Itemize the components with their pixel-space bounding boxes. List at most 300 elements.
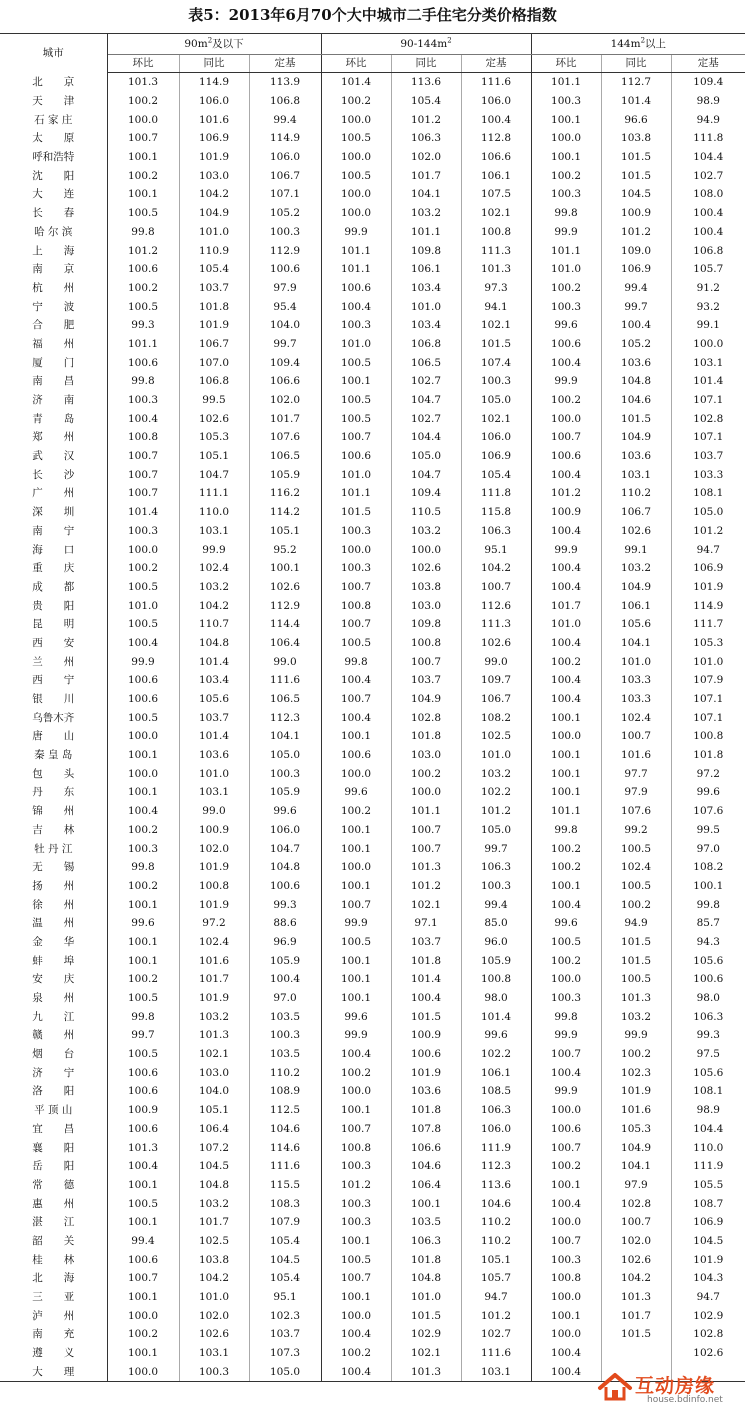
mom-cell: 100.7 (321, 1269, 391, 1288)
base-cell: 104.8 (249, 858, 321, 877)
yoy-cell: 103.8 (391, 578, 461, 597)
base-cell: 106.7 (249, 166, 321, 185)
yoy-cell: 103.0 (391, 746, 461, 765)
table-row (0, 1325, 745, 1344)
mom-cell: 101.1 (107, 335, 179, 354)
base-cell: 102.1 (461, 316, 531, 335)
yoy-cell: 102.8 (601, 1194, 671, 1213)
yoy-cell: 101.1 (391, 223, 461, 242)
mom-cell: 100.0 (107, 764, 179, 783)
base-cell: 114.6 (249, 1138, 321, 1157)
base-cell: 106.0 (461, 92, 531, 111)
mom-cell: 100.1 (107, 148, 179, 167)
base-cell: 111.3 (461, 615, 531, 634)
watermark (597, 1368, 739, 1408)
mom-cell: 100.4 (531, 578, 601, 597)
mom-cell: 100.2 (531, 652, 601, 671)
base-cell: 100.3 (249, 764, 321, 783)
base-cell: 111.6 (249, 1157, 321, 1176)
base-cell: 103.2 (461, 764, 531, 783)
mom-cell: 100.3 (321, 1194, 391, 1213)
yoy-cell: 104.6 (391, 1157, 461, 1176)
base-cell: 99.6 (249, 802, 321, 821)
base-cell: 95.1 (249, 1288, 321, 1307)
yoy-cell: 104.7 (391, 465, 461, 484)
mom-cell: 100.3 (531, 297, 601, 316)
base-cell: 106.3 (461, 522, 531, 541)
mom-cell: 100.0 (531, 1288, 601, 1307)
yoy-cell: 101.6 (179, 110, 249, 129)
yoy-cell: 103.3 (601, 671, 671, 690)
yoy-cell: 102.6 (391, 559, 461, 578)
yoy-cell: 104.5 (179, 1157, 249, 1176)
mom-cell: 99.7 (107, 1026, 179, 1045)
city-cell: 泸 州 (0, 1306, 107, 1325)
base-cell: 99.0 (249, 652, 321, 671)
table-row (0, 372, 745, 391)
yoy-cell: 103.0 (391, 596, 461, 615)
city-cell: 乌鲁木齐 (0, 708, 107, 727)
base-cell: 111.6 (461, 1344, 531, 1363)
yoy-cell: 103.6 (391, 1082, 461, 1101)
mom-cell: 100.5 (107, 578, 179, 597)
table-row (0, 1138, 745, 1157)
base-cell: 102.6 (693, 1347, 724, 1360)
mom-cell: 101.0 (107, 596, 179, 615)
base-cell: 105.0 (461, 821, 531, 840)
base-cell: 107.1 (693, 711, 724, 724)
mom-cell: 100.0 (531, 1101, 601, 1120)
base-cell: 111.8 (461, 484, 531, 503)
base-cell: 85.7 (696, 917, 720, 930)
mom-cell: 100.2 (531, 951, 601, 970)
yoy-cell: 103.6 (179, 746, 249, 765)
base-cell: 102.2 (461, 783, 531, 802)
watermark-text: 互动房缘 (635, 1375, 716, 1397)
base-cell: 100.3 (249, 1026, 321, 1045)
base-cell: 100.8 (461, 223, 531, 242)
mom-cell: 100.6 (107, 1082, 179, 1101)
mom-cell: 100.6 (107, 260, 179, 279)
base-cell: 100.0 (693, 337, 724, 350)
mom-cell: 100.0 (107, 727, 179, 746)
table-row (0, 1007, 745, 1026)
yoy-cell: 101.8 (391, 1101, 461, 1120)
table-row (0, 166, 745, 185)
base-cell: 105.9 (461, 951, 531, 970)
base-cell: 107.1 (249, 185, 321, 204)
base-cell: 111.9 (461, 1138, 531, 1157)
yoy-cell: 100.0 (391, 540, 461, 559)
yoy-cell: 110.5 (391, 503, 461, 522)
yoy-cell: 101.7 (179, 970, 249, 989)
yoy-cell: 104.1 (391, 185, 461, 204)
yoy-cell: 104.4 (391, 428, 461, 447)
base-cell: 101.2 (461, 802, 531, 821)
yoy-cell: 104.7 (391, 391, 461, 410)
base-cell: 105.7 (693, 263, 724, 276)
base-cell: 100.6 (249, 877, 321, 896)
table-row (0, 708, 745, 727)
base-cell: 97.0 (696, 842, 720, 855)
city-cell: 南 京 (0, 260, 107, 279)
yoy-cell: 100.1 (391, 1194, 461, 1213)
city-cell: 赣 州 (0, 1026, 107, 1045)
yoy-cell: 106.9 (179, 129, 249, 148)
table-row (0, 578, 745, 597)
base-cell: 99.5 (696, 823, 720, 836)
table-row (0, 802, 745, 821)
base-cell: 110.0 (693, 1141, 724, 1154)
base-cell: 103.1 (693, 356, 724, 369)
mom-cell: 100.1 (531, 708, 601, 727)
mom-cell: 100.7 (321, 578, 391, 597)
yoy-cell: 104.8 (179, 634, 249, 653)
table-row (0, 559, 745, 578)
base-cell: 104.4 (693, 151, 724, 164)
mom-cell: 99.9 (531, 223, 601, 242)
mom-cell: 100.6 (107, 1250, 179, 1269)
yoy-cell: 103.7 (391, 671, 461, 690)
yoy-cell: 100.8 (391, 634, 461, 653)
yoy-cell: 106.0 (179, 92, 249, 111)
yoy-cell: 101.8 (391, 727, 461, 746)
yoy-cell: 107.2 (179, 1138, 249, 1157)
mom-cell: 100.4 (531, 465, 601, 484)
base-cell: 106.3 (461, 1101, 531, 1120)
yoy-cell: 100.7 (601, 1213, 671, 1232)
yoy-cell (601, 1344, 671, 1363)
yoy-cell: 104.2 (179, 185, 249, 204)
mom-cell: 99.9 (321, 223, 391, 242)
base-cell: 99.1 (696, 319, 720, 332)
mom-cell: 100.0 (321, 1082, 391, 1101)
mom-cell: 100.5 (321, 1250, 391, 1269)
base-cell: 114.4 (249, 615, 321, 634)
base-cell: 93.2 (696, 300, 720, 313)
mom-cell: 100.2 (531, 279, 601, 298)
yoy-cell: 110.9 (179, 241, 249, 260)
yoy-cell: 99.5 (179, 391, 249, 410)
yoy-cell: 100.5 (601, 877, 671, 896)
table-row (0, 989, 745, 1008)
yoy-cell: 110.0 (179, 503, 249, 522)
table-row (0, 73, 745, 92)
mom-cell: 100.1 (107, 895, 179, 914)
city-cell: 徐 州 (0, 895, 107, 914)
mom-cell: 100.1 (531, 783, 601, 802)
base-cell: 116.2 (249, 484, 321, 503)
base-cell: 105.4 (461, 465, 531, 484)
mom-cell: 100.5 (107, 615, 179, 634)
yoy-cell: 100.6 (391, 1045, 461, 1064)
mom-cell: 100.1 (107, 783, 179, 802)
base-cell: 103.5 (249, 1007, 321, 1026)
mom-cell: 101.3 (107, 1138, 179, 1157)
yoy-cell: 103.8 (179, 1250, 249, 1269)
base-cell: 107.1 (693, 693, 724, 706)
table-row (0, 821, 745, 840)
base-cell: 104.7 (249, 839, 321, 858)
yoy-cell: 101.4 (391, 970, 461, 989)
yoy-cell: 100.7 (391, 839, 461, 858)
base-cell: 109.4 (249, 353, 321, 372)
base-cell: 100.1 (249, 559, 321, 578)
base-cell: 106.8 (693, 244, 724, 257)
mom-cell: 100.2 (107, 970, 179, 989)
base-cell: 113.6 (461, 1176, 531, 1195)
base-cell: 103.1 (461, 1362, 531, 1381)
table-row (0, 1157, 745, 1176)
city-cell: 西 宁 (0, 671, 107, 690)
city-cell: 昆 明 (0, 615, 107, 634)
table-row (0, 409, 745, 428)
yoy-cell: 104.1 (601, 634, 671, 653)
yoy-cell: 103.7 (391, 933, 461, 952)
mom-cell: 100.1 (531, 110, 601, 129)
yoy-cell: 101.5 (601, 933, 671, 952)
mom-cell: 100.0 (321, 1306, 391, 1325)
mom-cell: 100.3 (107, 522, 179, 541)
yoy-cell: 100.2 (391, 764, 461, 783)
yoy-cell: 102.6 (601, 1250, 671, 1269)
yoy-cell: 102.6 (179, 1325, 249, 1344)
mom-cell: 100.1 (107, 185, 179, 204)
mom-cell: 100.5 (107, 297, 179, 316)
yoy-cell: 100.3 (179, 1362, 249, 1381)
base-cell: 100.1 (693, 879, 724, 892)
city-cell: 吉 林 (0, 821, 107, 840)
mom-cell: 100.2 (321, 92, 391, 111)
mom-cell: 100.4 (321, 1362, 391, 1381)
yoy-cell: 101.3 (601, 989, 671, 1008)
yoy-cell: 106.8 (179, 372, 249, 391)
base-cell: 97.0 (249, 989, 321, 1008)
base-cell: 105.0 (249, 746, 321, 765)
base-cell: 105.6 (693, 1066, 724, 1079)
base-cell: 104.2 (461, 559, 531, 578)
yoy-cell: 103.2 (179, 578, 249, 597)
city-cell: 秦 皇 岛 (0, 746, 107, 765)
yoy-cell: 103.0 (179, 1063, 249, 1082)
city-cell: 岳 阳 (0, 1157, 107, 1176)
mom-cell: 100.7 (321, 895, 391, 914)
table-row (0, 540, 745, 559)
mom-cell: 100.6 (531, 1120, 601, 1139)
yoy-cell: 100.5 (601, 970, 671, 989)
yoy-cell: 101.5 (601, 166, 671, 185)
city-cell: 蚌 埠 (0, 951, 107, 970)
yoy-cell: 100.2 (601, 895, 671, 914)
yoy-cell: 103.8 (601, 129, 671, 148)
mom-cell: 100.1 (107, 1213, 179, 1232)
base-cell: 104.1 (249, 727, 321, 746)
mom-cell: 100.0 (531, 409, 601, 428)
city-cell: 唐 山 (0, 727, 107, 746)
yoy-cell: 101.4 (601, 92, 671, 111)
city-cell: 洛 阳 (0, 1082, 107, 1101)
base-cell: 104.6 (249, 1120, 321, 1139)
city-cell: 惠 州 (0, 1194, 107, 1213)
yoy-cell: 97.1 (391, 914, 461, 933)
base-cell: 107.6 (249, 428, 321, 447)
base-cell: 91.2 (696, 281, 720, 294)
city-cell: 襄 阳 (0, 1138, 107, 1157)
yoy-cell: 106.7 (601, 503, 671, 522)
mom-cell: 100.6 (321, 279, 391, 298)
city-cell: 平 顶 山 (0, 1101, 107, 1120)
mom-cell: 100.7 (107, 484, 179, 503)
mom-cell: 100.6 (107, 1120, 179, 1139)
yoy-cell: 104.6 (601, 391, 671, 410)
mom-cell: 100.9 (531, 503, 601, 522)
subcol-yoy: 同比 (601, 55, 671, 73)
base-cell: 95.4 (249, 297, 321, 316)
city-cell: 九 江 (0, 1007, 107, 1026)
mom-cell: 99.8 (107, 1007, 179, 1026)
base-cell: 114.2 (249, 503, 321, 522)
mom-cell: 99.8 (107, 223, 179, 242)
city-cell: 太 原 (0, 129, 107, 148)
base-cell: 106.5 (249, 690, 321, 709)
yoy-cell: 103.4 (391, 279, 461, 298)
base-cell: 98.0 (696, 992, 720, 1005)
mom-cell: 99.6 (531, 914, 601, 933)
city-cell: 宁 波 (0, 297, 107, 316)
yoy-cell: 101.6 (601, 1101, 671, 1120)
subcol-base: 定基 (249, 55, 321, 73)
city-cell: 上 海 (0, 241, 107, 260)
watermark-url: house.bdinfo.net (647, 1395, 723, 1405)
yoy-cell: 100.2 (601, 1045, 671, 1064)
yoy-cell: 101.3 (179, 1026, 249, 1045)
yoy-cell: 104.9 (601, 578, 671, 597)
mom-cell: 101.1 (321, 241, 391, 260)
yoy-cell: 101.2 (391, 877, 461, 896)
base-cell: 102.9 (693, 1309, 724, 1322)
base-cell: 100.3 (249, 223, 321, 242)
base-cell: 101.3 (461, 260, 531, 279)
base-cell: 112.3 (461, 1157, 531, 1176)
city-cell: 成 都 (0, 578, 107, 597)
mom-cell: 100.0 (321, 204, 391, 223)
base-cell: 100.8 (693, 730, 724, 743)
base-cell: 97.9 (249, 279, 321, 298)
yoy-cell: 102.4 (601, 858, 671, 877)
base-cell: 99.4 (461, 895, 531, 914)
base-cell: 108.7 (693, 1197, 724, 1210)
base-cell: 112.8 (461, 129, 531, 148)
mom-cell: 100.4 (531, 1063, 601, 1082)
table-row (0, 522, 745, 541)
mom-cell: 100.2 (321, 1063, 391, 1082)
table-row (0, 839, 745, 858)
city-cell: 郑 州 (0, 428, 107, 447)
yoy-cell: 103.2 (391, 204, 461, 223)
yoy-cell: 113.6 (391, 73, 461, 92)
city-cell: 兰 州 (0, 652, 107, 671)
base-cell: 106.3 (461, 858, 531, 877)
yoy-cell: 106.7 (179, 335, 249, 354)
mom-cell: 100.0 (321, 110, 391, 129)
yoy-cell: 105.3 (601, 1120, 671, 1139)
mom-cell: 100.3 (321, 522, 391, 541)
base-cell: 98.9 (696, 95, 720, 108)
table-row (0, 1288, 745, 1307)
mom-cell: 100.7 (531, 428, 601, 447)
mom-cell: 100.4 (321, 671, 391, 690)
city-cell: 安 庆 (0, 970, 107, 989)
table-row (0, 671, 745, 690)
yoy-cell: 103.7 (179, 708, 249, 727)
table-row (0, 129, 745, 148)
mom-cell: 99.9 (531, 372, 601, 391)
city-cell: 福 州 (0, 335, 107, 354)
table-row (0, 783, 745, 802)
table-row (0, 634, 745, 653)
base-cell: 104.4 (693, 1122, 724, 1135)
yoy-cell: 101.9 (179, 316, 249, 335)
base-cell: 101.4 (693, 375, 724, 388)
yoy-cell: 104.1 (601, 1157, 671, 1176)
yoy-cell: 104.5 (601, 185, 671, 204)
yoy-cell: 101.9 (179, 858, 249, 877)
mom-cell: 100.4 (531, 353, 601, 372)
mom-cell: 100.2 (531, 391, 601, 410)
mom-cell: 100.7 (107, 465, 179, 484)
yoy-cell: 104.8 (391, 1269, 461, 1288)
mom-cell: 100.0 (321, 858, 391, 877)
base-cell: 100.3 (461, 877, 531, 896)
city-cell: 银 川 (0, 690, 107, 709)
yoy-cell: 100.7 (601, 727, 671, 746)
yoy-cell: 101.3 (391, 858, 461, 877)
yoy-cell: 101.8 (179, 297, 249, 316)
mom-cell: 100.6 (531, 447, 601, 466)
mom-cell: 100.1 (531, 1176, 601, 1195)
yoy-cell: 97.9 (601, 783, 671, 802)
yoy-cell: 102.9 (391, 1325, 461, 1344)
mom-cell: 100.1 (107, 951, 179, 970)
table-row (0, 484, 745, 503)
mom-cell: 101.2 (107, 241, 179, 260)
mom-cell: 100.2 (531, 1157, 601, 1176)
yoy-cell: 102.4 (601, 708, 671, 727)
yoy-cell: 104.9 (179, 204, 249, 223)
yoy-cell: 106.4 (391, 1176, 461, 1195)
base-cell: 100.7 (461, 578, 531, 597)
city-cell: 金 华 (0, 933, 107, 952)
base-cell: 104.0 (249, 316, 321, 335)
yoy-cell: 100.5 (601, 839, 671, 858)
mom-cell: 100.5 (107, 708, 179, 727)
base-cell: 101.0 (461, 746, 531, 765)
mom-cell: 100.1 (321, 727, 391, 746)
yoy-cell: 105.1 (179, 447, 249, 466)
mom-cell: 101.1 (531, 802, 601, 821)
yoy-cell: 102.1 (391, 1344, 461, 1363)
yoy-cell: 102.7 (391, 372, 461, 391)
base-cell: 110.2 (461, 1232, 531, 1251)
table-row (0, 690, 745, 709)
mom-cell: 101.1 (321, 260, 391, 279)
base-cell: 101.0 (693, 655, 724, 668)
yoy-cell: 103.4 (391, 316, 461, 335)
yoy-cell: 101.7 (391, 166, 461, 185)
table-row (0, 746, 745, 765)
mom-cell: 100.2 (321, 802, 391, 821)
city-cell: 哈 尔 滨 (0, 223, 107, 242)
